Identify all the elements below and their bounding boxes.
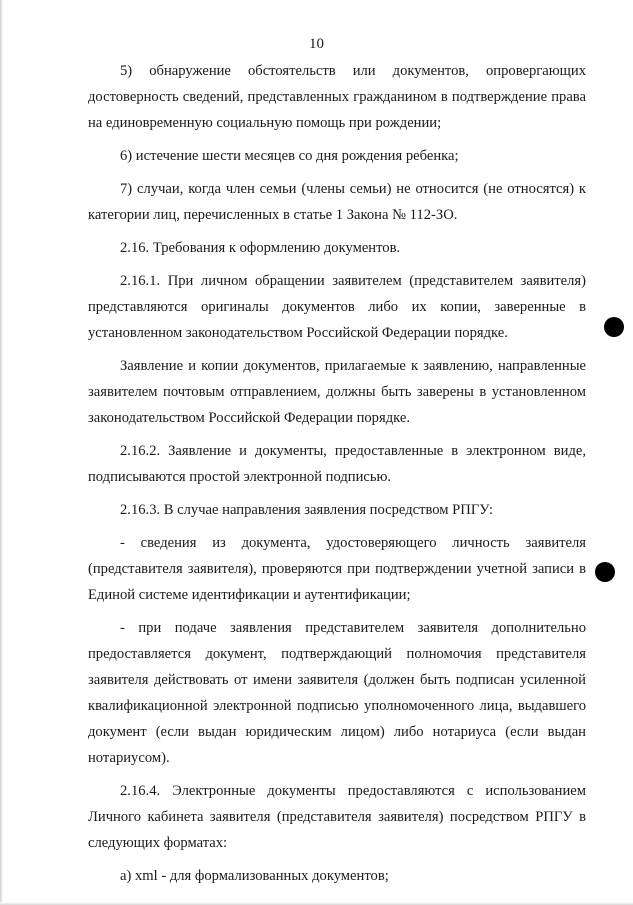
paragraph-item-6: 6) истечение шести месяцев со дня рождения ребенка; [120, 148, 459, 164]
paragraph-postal-copies: Заявление и копии документов, прилагаемые к заявлению, направленные заявителем почтовым отправлением, должны быть заверены в установленном законодательством Российской Федерации порядке. [88, 358, 586, 426]
paragraph-2-16-4: 2.16.4. Электронные документы предоставляются с использованием Личного кабинета заявителя (представителя заявителя) посредством РПГУ в следующих форматах: [88, 783, 586, 851]
list-item-representative: - при подаче заявления представителем заявителя дополнительно предоставляется документ, подтверждающий полномочия представителя заявителя действовать от имени заявителя (должен быть подписан усиленной квалификационной электронной подписью уполномоченного лица, выдавшего документ (если выдан юридическим лицом) либо нотариуса (если выдан нотариусом). [88, 620, 586, 766]
scan-left-edge [0, 0, 3, 905]
binder-hole-upper [604, 317, 624, 337]
paragraph-2-16-2: 2.16.2. Заявление и документы, предоставленные в электронном виде, подписываются простой электронной подписью. [88, 443, 586, 485]
section-heading-2-16: 2.16. Требования к оформлению документов. [120, 240, 401, 256]
paragraph-item-7: 7) случаи, когда член семьи (члены семьи) не относится (не относятся) к категории лиц, перечисленных в статье 1 Закона № 112-ЗО. [88, 181, 586, 223]
list-item-identity-check: - сведения из документа, удостоверяющего личность заявителя (представителя заявителя), проверяются при подтверждении учетной записи в Единой системе идентификации и аутентификации; [88, 535, 586, 603]
paragraph-2-16-3: 2.16.3. В случае направления заявления посредством РПГУ: [120, 502, 494, 518]
document-body [88, 58, 586, 896]
paragraph-2-16-1: 2.16.1. При личном обращении заявителем (представителем заявителя) представляются оригиналы документов либо их копии, заверенные в установленном законодательством Российской Федерации порядке. [88, 273, 586, 341]
list-item-xml-format: а) xml - для формализованных документов; [120, 868, 389, 884]
page-number: 10 [309, 36, 324, 52]
paragraph-item-5: 5) обнаружение обстоятельств или документов, опровергающих достоверность сведений, представленных гражданином в подтверждение права на единовременную социальную помощь при рождении; [88, 63, 586, 131]
binder-hole-lower [595, 562, 615, 582]
